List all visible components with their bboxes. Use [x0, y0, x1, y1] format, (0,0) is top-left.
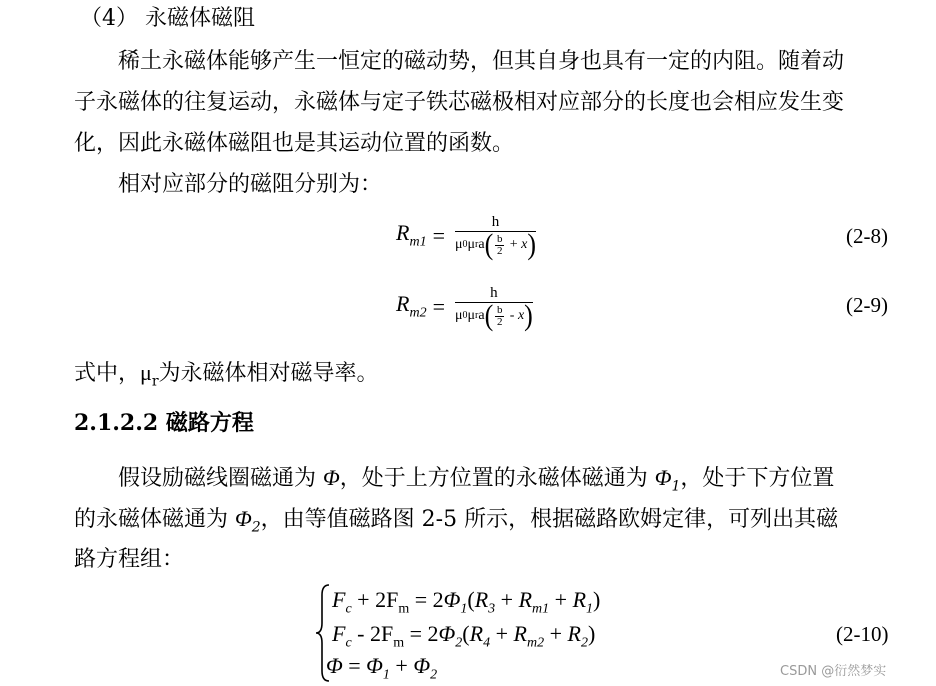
equals-sign: =: [432, 222, 445, 248]
denominator: μ 0 μ r a ( $\frac{b}{2}$ + x ): [455, 227, 537, 262]
paragraph-line-2: 子永磁体的往复运动，永磁体与定子铁芯磁极相对应部分的长度也会相应发生变: [74, 90, 845, 115]
numerator: h: [490, 285, 498, 301]
equation-number-2-10: (2-10): [836, 622, 889, 646]
system-line-3: $\Phi = \Phi_1 + \Phi_2$: [326, 653, 438, 683]
equation-2-9: [396, 284, 533, 333]
paragraph-line-3: 化，因此永磁体磁阻也是其运动位置的函数。: [74, 131, 515, 156]
fraction: [455, 284, 533, 333]
fraction: [455, 213, 537, 262]
section-2122-line-1: 假设励磁线圈磁通为 Φ，处于上方位置的永磁体磁通为 $\Phi_1$，处于下方位置: [118, 465, 835, 495]
denominator: μ 0 μ r a ( $\frac{b}{2}$ - x ): [455, 298, 533, 333]
half-fraction: $\frac{b}{2}$: [497, 232, 503, 257]
paragraph-line-1: 稀土永磁体能够产生一恒定的磁动势，但其自身也具有一定的内阻。随着动: [118, 49, 845, 74]
section-2122-heading: 2.1.2.2 磁路方程: [74, 410, 254, 436]
numerator: h: [491, 214, 500, 230]
section-4-heading: （4） 永磁体磁阻: [80, 6, 255, 31]
system-line-1: $F_c + 2F_m = 2\Phi_1(R_3 + R_{m1} + R_1)$: [332, 587, 601, 617]
intro-line: 相对应部分的磁阻分别为：: [118, 172, 383, 197]
section-2122-line-3: 路方程组：: [74, 547, 185, 572]
watermark: CSDN @衍然梦实: [780, 664, 887, 679]
equals-sign: =: [432, 293, 445, 319]
section-2122-line-2: 的永磁体磁通为 $\Phi_2$，由等值磁路图 2-5 所示，根据磁路欧姆定律，可列出其磁: [74, 506, 839, 536]
equation-number-2-9: (2-9): [846, 293, 888, 317]
equation-2-8: [396, 213, 537, 262]
eq-lhs: $R_{m1}$: [396, 220, 427, 250]
note-line: 式中，$\mu_r$为永磁体相对磁导率。: [74, 360, 379, 390]
half-fraction: $\frac{b}{2}$: [497, 303, 503, 328]
equation-number-2-8: (2-8): [846, 224, 888, 248]
eq-lhs: $R_{m2}$: [396, 291, 427, 321]
system-line-2: $F_c - 2F_m = 2\Phi_2(R_4 + R_{m2} + R_2)$: [332, 621, 596, 651]
